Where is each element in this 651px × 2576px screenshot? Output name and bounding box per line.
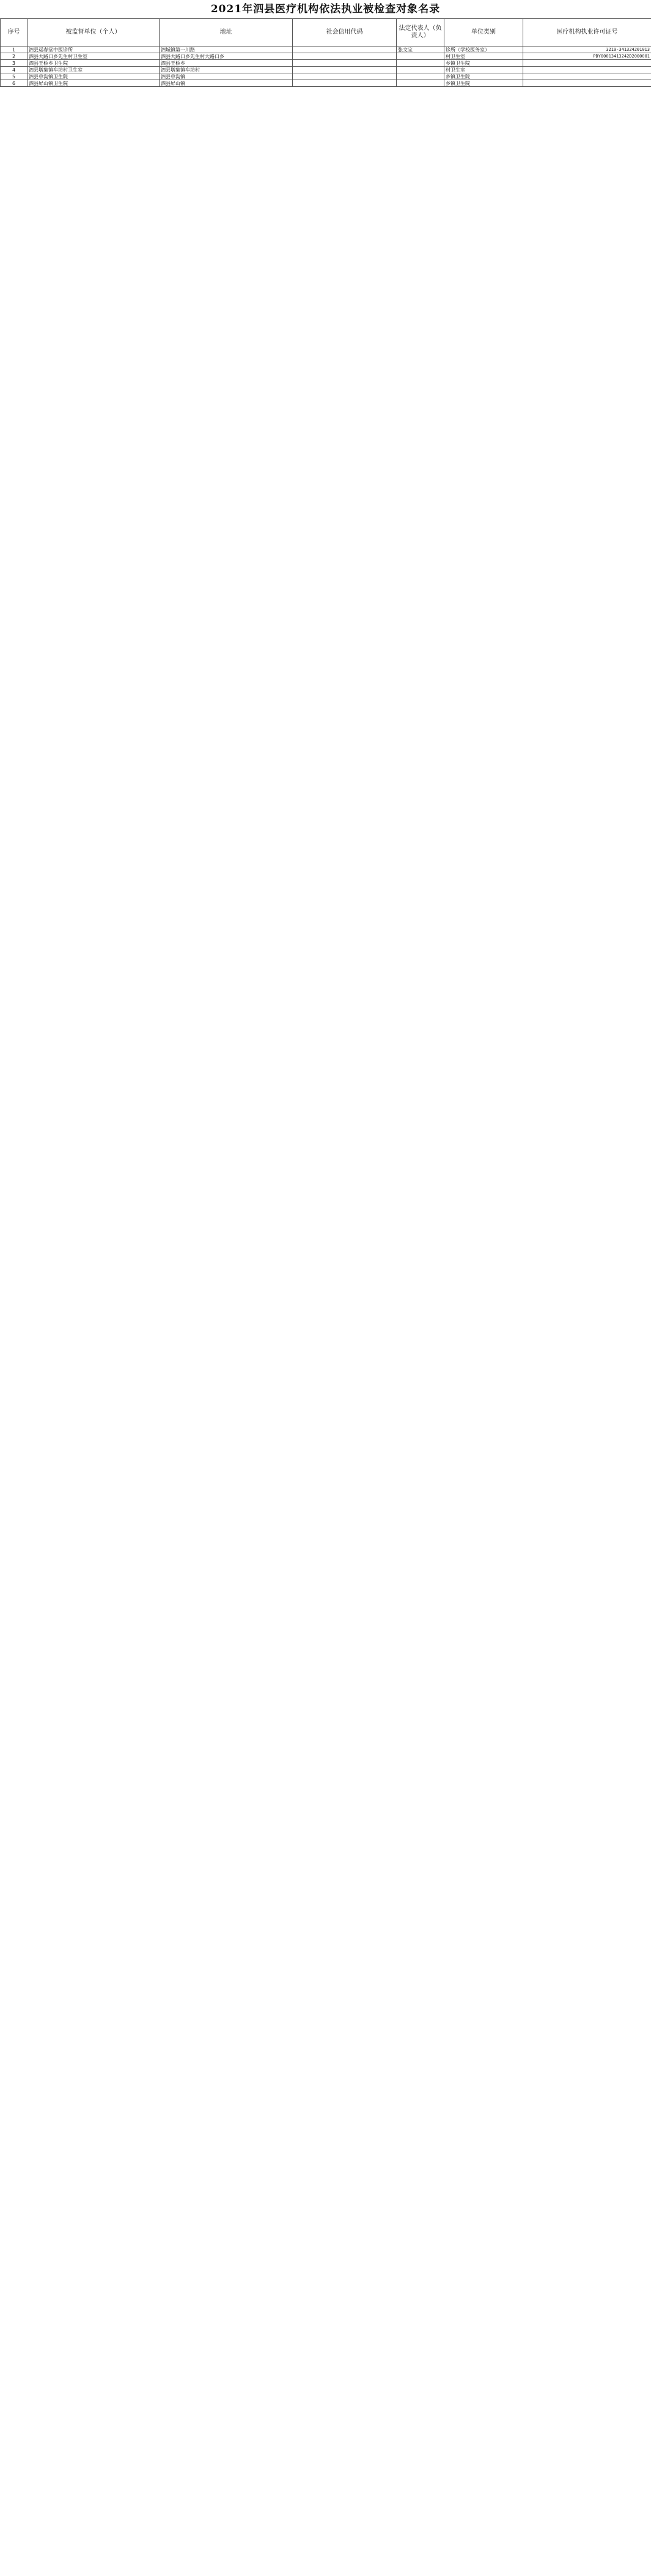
cell-no: 3	[1, 60, 28, 67]
cell-rep	[397, 80, 444, 87]
cell-code	[293, 46, 397, 53]
cell-name: 泗县屏山镇卫生院	[28, 80, 160, 87]
spreadsheet-page	[0, 0, 651, 91]
cell-lic	[523, 67, 651, 73]
inspection-table	[0, 18, 651, 87]
col-header: 医疗机构执业许可证号	[523, 19, 651, 46]
cell-code	[293, 67, 397, 73]
cell-name: 泗县草沟镇卫生院	[28, 73, 160, 80]
cell-addr: 泗县大路口乡先生村大路口乡	[160, 53, 293, 60]
table-row	[1, 67, 651, 73]
cell-no: 1	[1, 46, 28, 53]
cell-name: 泗县王桥乡卫生院	[28, 60, 160, 67]
header-row	[1, 19, 651, 46]
cell-no: 4	[1, 67, 28, 73]
table-body	[1, 46, 651, 87]
cell-no: 2	[1, 53, 28, 60]
table-row	[1, 80, 651, 87]
cell-rep: 张文宝	[397, 46, 444, 53]
col-header: 序号	[1, 19, 28, 46]
table-row	[1, 46, 651, 53]
cell-name: 泗县大路口乡先生村卫生室	[28, 53, 160, 60]
cell-addr: 泗县草沟镇	[160, 73, 293, 80]
col-header: 地址	[160, 19, 293, 46]
cell-lic: PDY00013413242D2000001	[523, 53, 651, 60]
cell-addr: 泗县墩集镇车坊村	[160, 67, 293, 73]
cell-lic: 3219-341324201013	[523, 46, 651, 53]
cell-rep	[397, 60, 444, 67]
cell-code	[293, 73, 397, 80]
cell-code	[293, 53, 397, 60]
cell-no: 6	[1, 80, 28, 87]
cell-lic	[523, 73, 651, 80]
cell-lic	[523, 80, 651, 87]
cell-code	[293, 80, 397, 87]
table-row	[1, 60, 651, 67]
cell-type: 乡镇卫生院	[444, 80, 523, 87]
page-title: 2021年泗县医疗机构依法执业被检查对象名录	[210, 3, 441, 15]
col-header: 单位类别	[444, 19, 523, 46]
cell-name: 泗县墩集镇车坊村卫生室	[28, 67, 160, 73]
cell-lic	[523, 60, 651, 67]
row-count-note	[0, 87, 651, 91]
cell-code	[293, 60, 397, 67]
cell-type: 村卫生室	[444, 67, 523, 73]
col-header: 法定代表人（负责人）	[397, 19, 444, 46]
cell-no: 5	[1, 73, 28, 80]
cell-type: 村卫生室	[444, 53, 523, 60]
cell-rep	[397, 67, 444, 73]
cell-rep	[397, 73, 444, 80]
cell-type: 诊所（学校医务室）	[444, 46, 523, 53]
cell-addr: 泗县王桥乡	[160, 60, 293, 67]
cell-type: 乡镇卫生院	[444, 73, 523, 80]
cell-name: 泗县运春堂中医诊所	[28, 46, 160, 53]
table-row	[1, 73, 651, 80]
cell-type: 乡镇卫生院	[444, 60, 523, 67]
cell-addr: 泗县屏山镇	[160, 80, 293, 87]
cell-rep	[397, 53, 444, 60]
col-header: 社会信用代码	[293, 19, 397, 46]
col-header: 被监督单位（个人）	[28, 19, 160, 46]
table-row	[1, 53, 651, 60]
cell-addr: 泗城镇第一川路	[160, 46, 293, 53]
